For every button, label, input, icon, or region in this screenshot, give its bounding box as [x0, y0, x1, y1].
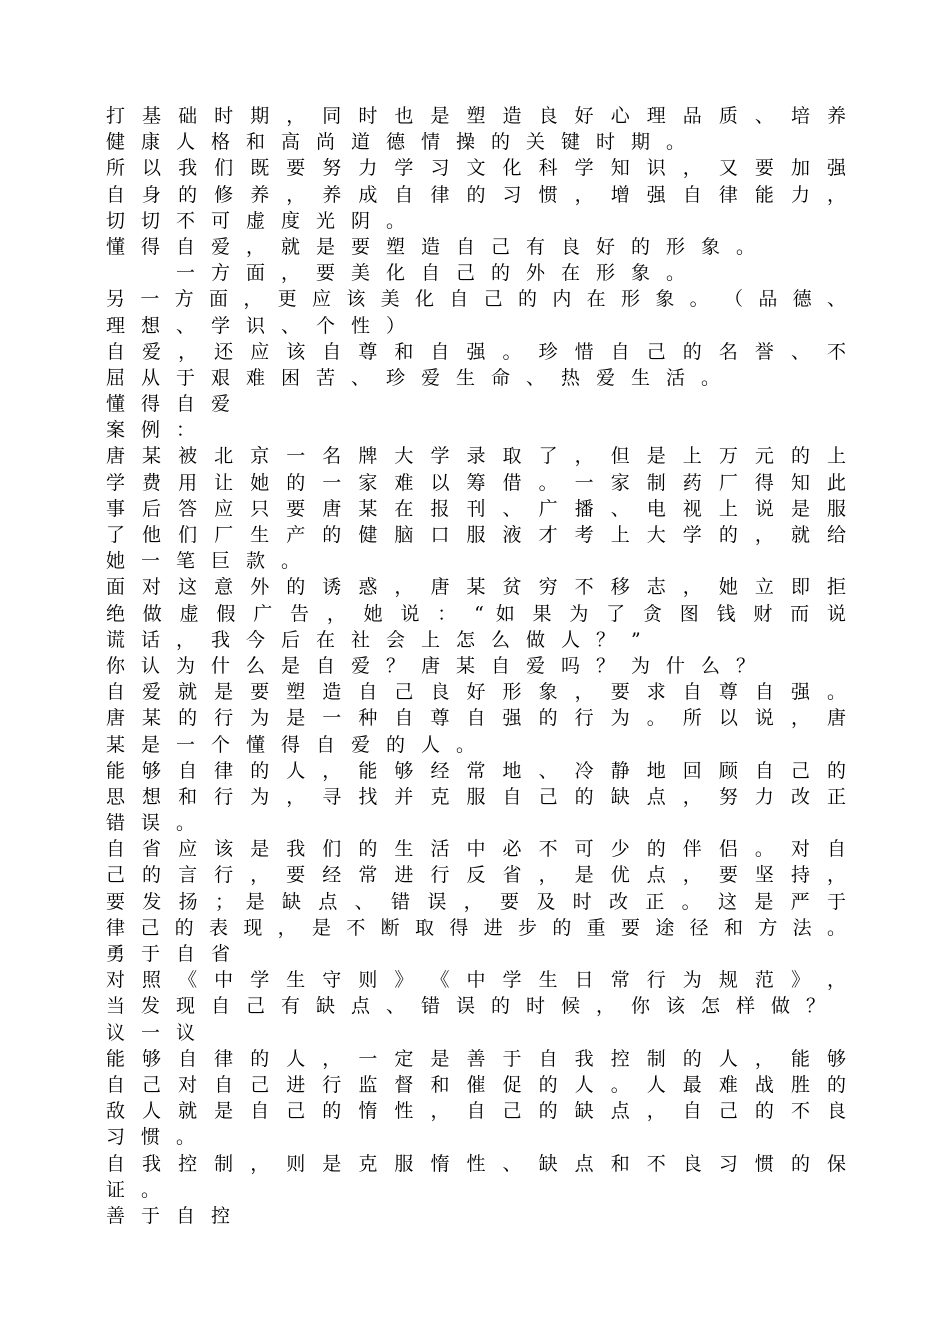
text-line: 懂得自爱，就是要塑造自己有良好的形象。 — [106, 235, 772, 258]
text-line: 理想、学识、个性） — [106, 314, 422, 337]
text-line: 自 身 的 修 养 ， 养 成 自 律 的 习 惯 ， 增 强 自 律 能 力 ， — [106, 183, 846, 206]
text-line: 学 费 用 让 她 的 一 家 难 以 筹 借 。 一 家 制 药 厂 得 知 此 — [106, 471, 846, 494]
text-line: 屈从于艰难困苦、珍爱生命、热爱生活。 — [106, 366, 737, 389]
document-body — [106, 103, 846, 1229]
text-line: 自 己 对 自 己 进 行 监 督 和 催 促 的 人 。 人 最 难 战 胜 的 — [106, 1073, 846, 1096]
text-line: 能 够 自 律 的 人 ， 能 够 经 常 地 、 冷 静 地 回 顾 自 己 的 — [106, 759, 846, 782]
text-line: 了 他 们 厂 生 产 的 健 脑 口 服 液 才 考 上 大 学 的 ， 就 给 — [106, 524, 846, 546]
text-line: 打 基 础 时 期 ， 同 时 也 是 塑 造 良 好 心 理 品 质 、 培 养 — [106, 105, 846, 127]
text-line: 己 的 言 行 ， 要 经 常 进 行 反 省 ， 是 优 点 ， 要 坚 持 ， — [106, 864, 846, 887]
text-line: 自 我 控 制 ， 则 是 克 服 惰 性 、 缺 点 和 不 良 习 惯 的 保 — [106, 1152, 846, 1175]
text-line: 唐 某 被 北 京 一 名 牌 大 学 录 取 了 ， 但 是 上 万 元 的 上 — [106, 445, 846, 468]
text-line: 另 一 方 面 ， 更 应 该 美 化 自 己 的 内 在 形 象 。 （ 品 德 、 — [106, 288, 846, 311]
text-line: 自 省 应 该 是 我 们 的 生 活 中 必 不 可 少 的 伴 侣 。 对 自 — [106, 838, 846, 861]
text-line: 谎话，我今后在社会上怎么做人？” — [106, 628, 657, 651]
text-line: 敌 人 就 是 自 己 的 惰 性 ， 自 己 的 缺 点 ， 自 己 的 不 良 — [106, 1100, 846, 1123]
text-line: 唐 某 的 行 为 是 一 种 自 尊 自 强 的 行 为 。 所 以 说 ， 唐 — [106, 707, 846, 730]
text-line: 证。 — [106, 1178, 177, 1201]
text-line: 议一议 — [106, 1021, 212, 1044]
text-line: 对 照 《 中 学 生 守 则 》 《 中 学 生 日 常 行 为 规 范 》 ， — [106, 969, 846, 992]
text-line: 一方面，要美化自己的外在形象。 — [176, 262, 702, 285]
text-line: 勇于自省 — [106, 943, 247, 965]
text-line: 能 够 自 律 的 人 ， 一 定 是 善 于 自 我 控 制 的 人 ， 能 够 — [106, 1047, 846, 1070]
text-line: 健康人格和高尚道德情操的关键时期。 — [106, 131, 702, 154]
text-line: 自 爱 ， 还 应 该 自 尊 和 自 强 。 珍 惜 自 己 的 名 誉 、 不 — [106, 340, 846, 363]
text-line: 你认为什么是自爱？唐某自爱吗？为什么？ — [106, 654, 772, 677]
text-line: 要 发 扬 ； 是 缺 点 、 错 误 ， 要 及 时 改 正 。 这 是 严 于 — [106, 890, 846, 913]
text-line: 她一笔巨款。 — [106, 550, 317, 573]
text-line: 律 己 的 表 现 ， 是 不 断 取 得 进 步 的 重 要 途 径 和 方 法 。 — [106, 916, 846, 939]
text-line: 错误。 — [106, 812, 212, 835]
text-line: 所 以 我 们 既 要 努 力 学 习 文 化 科 学 知 识 ， 又 要 加 强 — [106, 157, 846, 180]
text-line: 案例： — [106, 419, 212, 442]
text-line: 习惯。 — [106, 1126, 212, 1149]
text-line: 面 对 这 意 外 的 诱 惑 ， 唐 某 贫 穷 不 移 志 ， 她 立 即 拒 — [106, 576, 846, 599]
text-line: 绝 做 虚 假 广 告 ， 她 说 ： “ 如 果 为 了 贪 图 钱 财 而 说 — [106, 602, 846, 625]
text-line: 善于自控 — [106, 1204, 247, 1227]
text-line: 某是一个懂得自爱的人。 — [106, 733, 492, 756]
text-line: 思 想 和 行 为 ， 寻 找 并 克 服 自 己 的 缺 点 ， 努 力 改 正 — [106, 785, 846, 808]
text-line: 切切不可虚度光阴。 — [106, 209, 422, 232]
text-line: 当发现自己有缺点、错误的时候，你该怎样做？ — [106, 995, 842, 1018]
text-line: 事 后 答 应 只 要 唐 某 在 报 刊 、 广 播 、 电 视 上 说 是 服 — [106, 497, 846, 520]
text-line: 自 爱 就 是 要 塑 造 自 己 良 好 形 象 ， 要 求 自 尊 自 强 。 — [106, 681, 846, 704]
text-line: 懂得自爱 — [106, 393, 247, 416]
